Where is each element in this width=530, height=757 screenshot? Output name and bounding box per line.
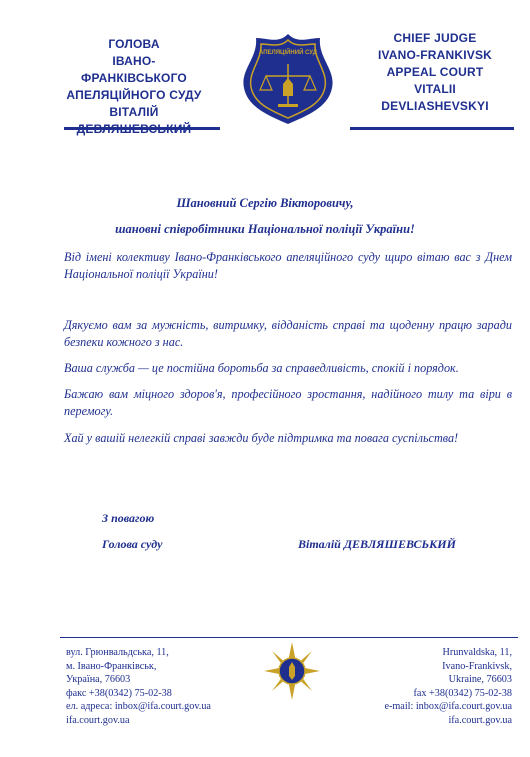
header-right-line: APPEAL COURT	[386, 65, 484, 79]
court-emblem-icon	[236, 30, 340, 128]
header-right-line: IVANO-FRANKIVSK	[377, 48, 493, 62]
body-paragraph: Хай у вашій нелегкій справі завжди буде підтримка та повага суспільства!	[64, 431, 459, 445]
body-paragraph: Ваша служба — це постійна боротьба за справедливість, спокій і порядок.	[64, 361, 459, 375]
header-right-line: VITALII	[414, 82, 456, 96]
header-left-line: ВІТАЛІЙ	[109, 105, 159, 119]
header-left-block	[64, 36, 204, 138]
footer-line: м. Івано-Франківськ,	[66, 660, 157, 672]
footer-line: e-mail: inbox@ifa.court.gov.ua	[384, 701, 512, 713]
header-left-line: ГОЛОВА	[108, 37, 160, 51]
footer-address-ua	[66, 646, 266, 728]
body-paragraph: Дякуємо вам за мужність, витримку, відданість справі та щоденну працю заради безпеки кожного з нас.	[64, 318, 512, 349]
header-right-line: CHIEF JUDGE	[393, 31, 477, 45]
salutation-line-2: шановні співробітники Національної поліції України!	[115, 222, 415, 236]
header-left-line: АПЕЛЯЦІЙНОГО СУДУ	[66, 88, 202, 102]
header-right-rule	[350, 127, 514, 130]
signature-name: Віталій ДЕВЛЯШЕВСЬКИЙ	[298, 537, 456, 551]
footer-line: ifa.court.gov.ua	[66, 714, 130, 726]
footer-line: fax +38(0342) 75-02-38	[413, 687, 512, 699]
footer-address-en	[300, 646, 512, 728]
footer-line: Ukraine, 76603	[448, 674, 512, 686]
emblem-text: АПЕЛЯЦІЙНИЙ СУД	[258, 50, 318, 56]
footer-line: вул. Грюнвальдська, 11,	[66, 647, 169, 658]
body-paragraph: Бажаю вам міцного здоров'я, професійного зростання, надійного тилу та віри в перемогу.	[64, 387, 512, 418]
footer-line: Hrunvaldska, 11,	[442, 647, 512, 658]
header-right-block	[360, 30, 510, 115]
footer-rule	[60, 637, 518, 638]
header-left-line: ІВАНО-ФРАНКІВСЬКОГО	[81, 54, 187, 85]
header-left-rule	[64, 127, 220, 130]
header-right-line: DEVLIASHEVSKYI	[381, 99, 489, 113]
footer-line: ел. адреса: inbox@ifa.court.gov.ua	[66, 701, 211, 713]
signature-title: Голова суду	[102, 537, 163, 551]
footer-line: Ivano-Frankivsk,	[442, 660, 512, 672]
body-paragraph: Від імені колективу Івано-Франківського апеляційного суду щиро вітаю вас з Днем Національної поліції України!	[64, 250, 512, 281]
footer-line: Україна, 76603	[66, 674, 131, 686]
footer-line: ifa.court.gov.ua	[448, 714, 512, 726]
footer-line: факс +38(0342) 75-02-38	[66, 687, 172, 699]
salutation-line-1: Шановний Сергію Вікторовичу,	[176, 196, 354, 210]
signature-regards: З повагою	[102, 511, 155, 525]
